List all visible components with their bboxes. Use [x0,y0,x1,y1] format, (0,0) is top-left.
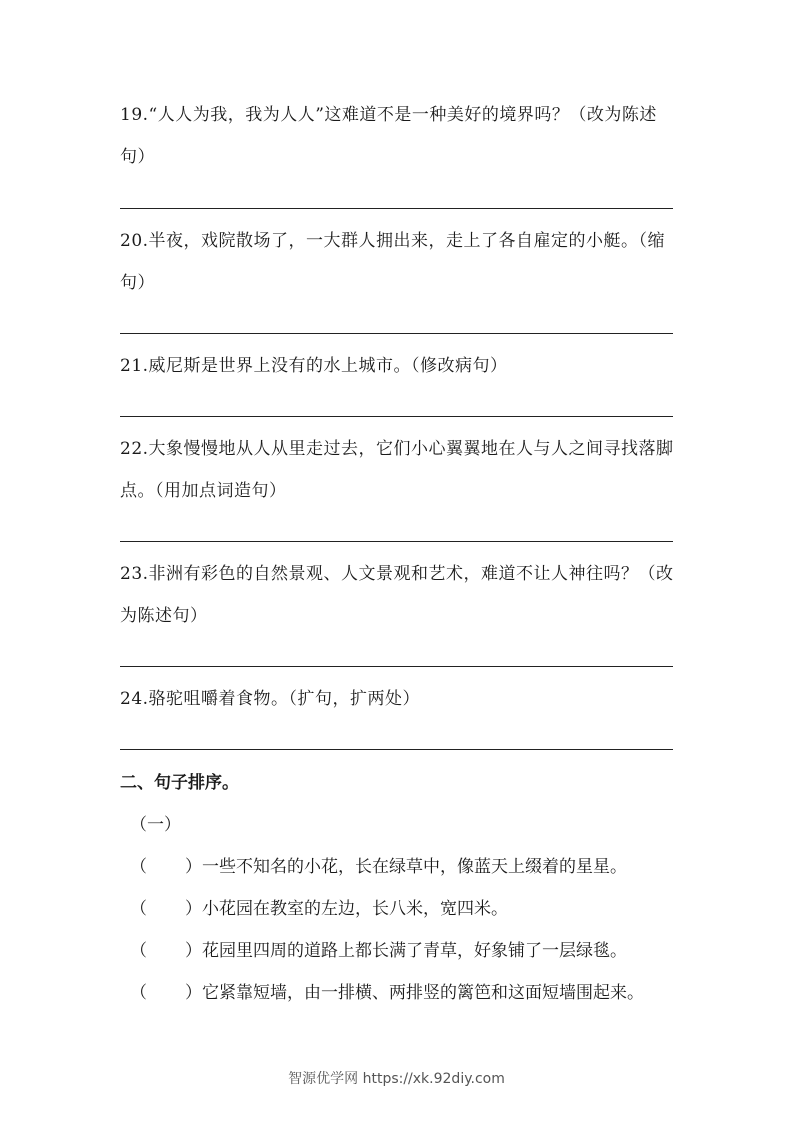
order-text: 一些不知名的小花，长在绿草中，像蓝天上缀着的星星。 [202,857,627,877]
footer-watermark: 智源优学网 https://xk.92diy.com [288,1071,505,1087]
order-item [120,934,680,968]
order-item [120,850,680,884]
answer-line-23 [120,666,673,667]
question-19: 19.“人人为我，我为人人”这难道不是一种美好的境界吗？（改为陈述句） [120,105,657,167]
answer-line-19 [120,208,673,209]
paren-open: （ [130,941,147,961]
answer-line-20 [120,333,673,334]
order-blank[interactable] [120,934,202,968]
order-blank[interactable] [120,850,202,884]
section-title: 二、句子排序。 [120,773,239,793]
order-item [120,892,680,926]
order-blank[interactable] [120,892,202,926]
question-23: 23.非洲有彩色的自然景观、人文景观和艺术，难道不让人神往吗？（改为陈述句） [120,564,674,626]
question-22: 22.大象慢慢地从人从里走过去，它们小心翼翼地在人与人之间寻找落脚点。（用加点词造句） [120,439,674,501]
question-20: 20.半夜，戏院散场了，一大群人拥出来，走上了各自雇定的小艇。（缩句） [120,231,666,293]
order-text: 花园里四周的道路上都长满了青草，好象铺了一层绿毯。 [202,941,627,961]
paren-open: （ [130,983,147,1003]
paren-close: ） [185,899,202,919]
answer-line-24 [120,749,673,750]
question-24: 24.骆驼咀嚼着食物。（扩句，扩两处） [120,689,421,709]
order-text: 它紧靠短墙，由一排横、两排竖的篱笆和这面短墙围起来。 [202,983,644,1003]
answer-line-21 [120,416,673,417]
order-item [120,976,680,1010]
paren-open: （ [130,899,147,919]
question-21: 21.威尼斯是世界上没有的水上城市。（修改病句） [120,356,508,376]
order-text: 小花园在教室的左边，长八米，宽四米。 [202,899,508,919]
section-subtitle: （一） [130,815,181,835]
order-blank[interactable] [120,976,202,1010]
paren-close: ） [185,983,202,1003]
paren-close: ） [185,941,202,961]
paren-open: （ [130,857,147,877]
answer-line-22 [120,541,673,542]
paren-close: ） [185,857,202,877]
